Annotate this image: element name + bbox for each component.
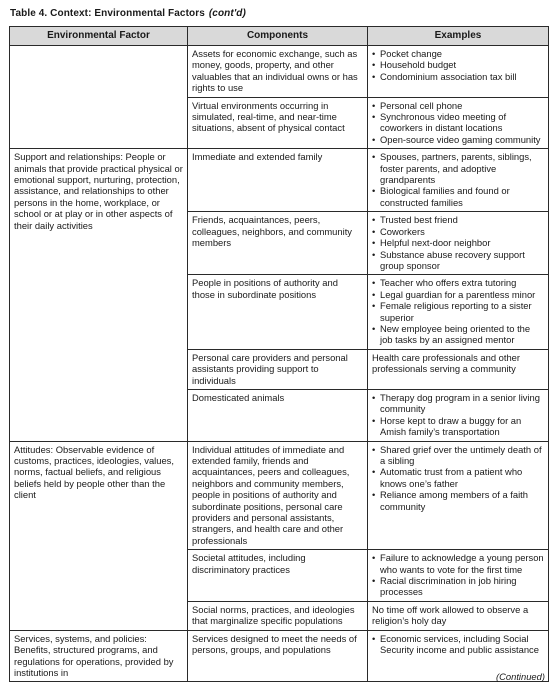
examples-list <box>372 392 544 438</box>
component-cell: Domesticated animals <box>188 389 368 441</box>
examples-cell: Health care professionals and other professionals serving a community <box>368 349 549 389</box>
table-caption <box>10 8 246 19</box>
example-item: • Teacher who offers extra tutoring <box>372 277 544 288</box>
continued-note: (Continued) <box>496 671 545 682</box>
examples-list <box>372 633 544 656</box>
examples-cell <box>368 550 549 602</box>
examples-cell <box>368 149 549 212</box>
examples-cell <box>368 389 549 441</box>
component-cell: Services designed to meet the needs of persons, groups, and populations <box>188 630 368 682</box>
example-item: • Reliance among members of a faith community <box>372 489 544 512</box>
examples-cell <box>368 441 549 550</box>
example-item: • Automatic trust from a patient who knows one’s father <box>372 466 544 489</box>
factor-cell: Services, systems, and policies: Benefits, structured programs, and regulations for operations, provided by institutions in <box>10 630 188 682</box>
component-cell: Social norms, practices, and ideologies that marginalize specific populations <box>188 601 368 630</box>
examples-cell <box>368 97 549 149</box>
component-cell: Assets for economic exchange, such as money, goods, property, and other valuables that an individual owns or has rights to use <box>188 46 368 98</box>
column-header-components: Components <box>188 27 368 46</box>
component-cell: People in positions of authority and those in subordinate positions <box>188 275 368 349</box>
table-row <box>10 46 549 98</box>
example-item: • Biological families and found or constructed families <box>372 185 544 208</box>
example-item: • Legal guardian for a parentless minor <box>372 289 544 300</box>
example-item: • Trusted best friend <box>372 214 544 225</box>
example-item: • Therapy dog program in a senior living community <box>372 392 544 415</box>
table-title: Table 4. Context: Environmental Factors <box>10 8 205 19</box>
example-item: • Failure to acknowledge a young person who wants to vote for the first time <box>372 552 544 575</box>
example-item: • New employee being oriented to the job tasks by an assigned mentor <box>372 323 544 346</box>
examples-cell <box>368 46 549 98</box>
example-item: • Economic services, including Social Security income and public assistance <box>372 633 544 656</box>
examples-cell <box>368 212 549 275</box>
component-cell: Individual attitudes of immediate and extended family, friends and acquaintances, peers and colleagues, neighbors and community members, people in positions of authority and subordinate positions, personal care providers and personal assistants, strangers, and health care and other professionals <box>188 441 368 550</box>
component-cell: Friends, acquaintances, peers, colleagues, neighbors, and community members <box>188 212 368 275</box>
example-item: • Horse kept to draw a buggy for an Amish family’s transportation <box>372 415 544 438</box>
examples-list <box>372 214 544 271</box>
example-item: • Coworkers <box>372 226 544 237</box>
examples-cell: No time off work allowed to observe a religion’s holy day <box>368 601 549 630</box>
table-row <box>10 441 549 550</box>
component-cell: Personal care providers and personal assistants providing support to individuals <box>188 349 368 389</box>
column-header-factor: Environmental Factor <box>10 27 188 46</box>
examples-list <box>372 151 544 208</box>
example-item: • Helpful next-door neighbor <box>372 237 544 248</box>
example-item: • Condominium association tax bill <box>372 71 544 82</box>
example-item: • Female religious reporting to a sister superior <box>372 300 544 323</box>
environmental-factors-table <box>9 26 549 682</box>
examples-list <box>372 277 544 345</box>
table-row <box>10 149 549 212</box>
examples-list <box>372 444 544 512</box>
example-item: • Synchronous video meeting of coworkers in distant locations <box>372 111 544 134</box>
example-item: • Shared grief over the untimely death of a sibling <box>372 444 544 467</box>
example-item: • Substance abuse recovery support group sponsor <box>372 249 544 272</box>
component-cell: Immediate and extended family <box>188 149 368 212</box>
examples-list <box>372 100 544 146</box>
table-row <box>10 630 549 682</box>
component-cell: Virtual environments occurring in simulated, real-time, and near-time situations, absent of physical contact <box>188 97 368 149</box>
table-title-suffix: (cont'd) <box>208 8 246 19</box>
example-item: • Spouses, partners, parents, siblings, foster parents, and adoptive grandparents <box>372 151 544 185</box>
factor-cell: Support and relationships: People or animals that provide practical physical or emotional support, nurturing, protection, assistance, and relationships to other persons in the home, workplace, or school or at play or in other aspects of their daily activities <box>10 149 188 441</box>
examples-cell <box>368 275 549 349</box>
example-item: • Racial discrimination in job hiring processes <box>372 575 544 598</box>
example-item: • Pocket change <box>372 48 544 59</box>
header-row <box>10 27 549 46</box>
example-item: • Open-source video gaming community <box>372 134 544 145</box>
table-body <box>10 46 549 682</box>
examples-list <box>372 48 544 82</box>
example-item: • Household budget <box>372 59 544 70</box>
examples-list <box>372 552 544 598</box>
component-cell: Societal attitudes, including discriminatory practices <box>188 550 368 602</box>
column-header-examples: Examples <box>368 27 549 46</box>
factor-cell: Attitudes: Observable evidence of customs, practices, ideologies, values, norms, factual beliefs, and religious beliefs held by people other than the client <box>10 441 188 630</box>
example-item: • Personal cell phone <box>372 100 544 111</box>
factor-cell <box>10 46 188 149</box>
